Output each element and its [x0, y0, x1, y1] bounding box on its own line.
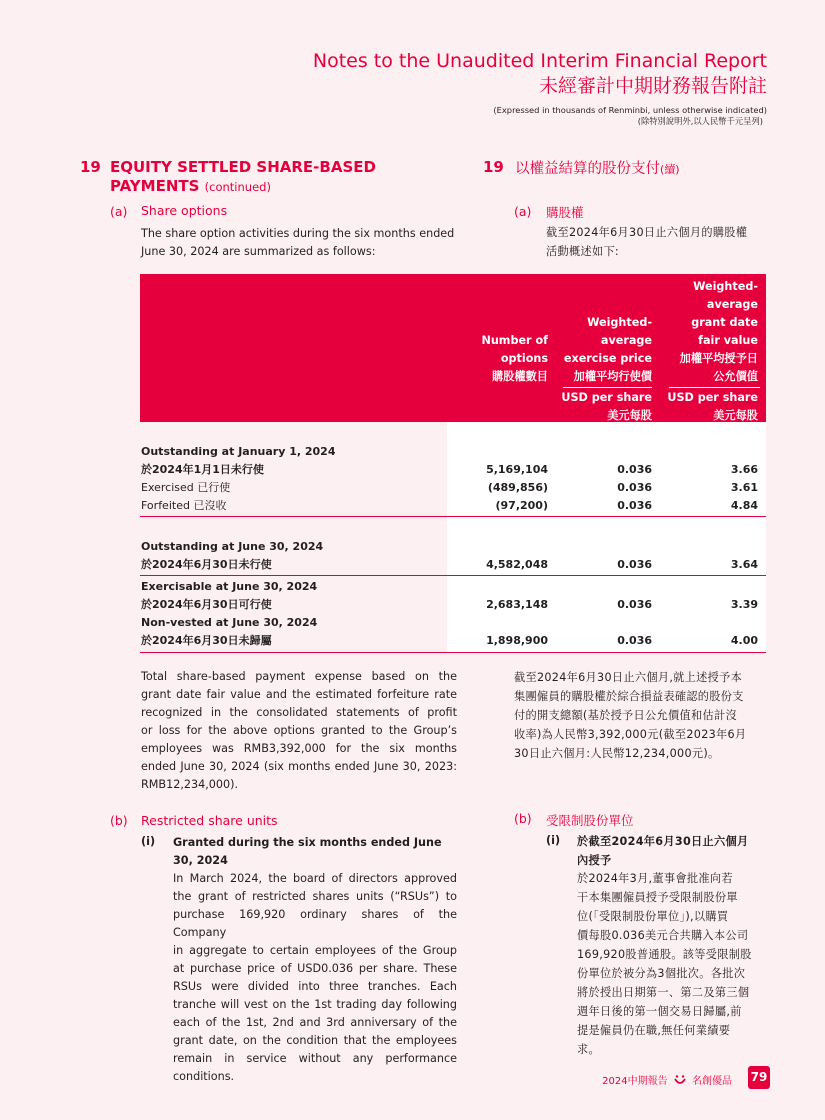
col-header-options	[481, 332, 548, 386]
para-line: RMB12,234,000).	[141, 778, 239, 791]
para-line: grant date fair value and the estimated forfeiture rate	[141, 688, 457, 701]
section-number-en: 19	[80, 158, 101, 176]
col-header-line: 購股權數目	[492, 370, 548, 383]
footer-report-name: 2024中期報告	[602, 1076, 668, 1087]
para-line: remain in service without any performance	[173, 1052, 457, 1065]
intro-zh-line: 活動概述如下:	[546, 245, 619, 258]
currency-note-en: (Expressed in thousands of Renminbi, unless otherwise indicated)	[493, 105, 767, 115]
expense-paragraph-zh	[514, 668, 769, 763]
table-row-label: 於2024年6月30日未歸屬	[141, 634, 272, 647]
para-line: employees was RMB3,392,000 for the six months	[141, 742, 457, 755]
unit-line: 美元每股	[713, 409, 758, 422]
col3-unit-separator	[669, 387, 760, 388]
subsection-a-title-en: Share options	[141, 203, 228, 218]
row-label-en: Exercised	[141, 481, 194, 494]
section-number-zh: 19	[483, 158, 504, 176]
para-line: at purchase price of USD0.036 per share. These	[173, 962, 457, 975]
table-cell: 0.036	[617, 634, 652, 647]
page-number: 79	[748, 1066, 770, 1089]
row-label-zh: 已行使	[197, 481, 231, 494]
item-i-label-en: (i)	[141, 835, 156, 848]
table-row-label: 於2024年6月30日未行使	[141, 558, 272, 571]
item-i-title-zh	[577, 832, 748, 870]
col-header-line: fair value	[698, 334, 758, 347]
para-line: 週年日後的第一個交易日歸屬,前	[577, 1005, 742, 1018]
unit-line: 美元每股	[607, 409, 652, 422]
row-label-zh: 已沒收	[193, 499, 227, 512]
table-row-label: Outstanding at January 1, 2024	[141, 445, 336, 458]
table-cell: 3.61	[730, 481, 758, 494]
currency-note-zh: (除特別說明外,以人民幣千元呈列)	[637, 116, 763, 126]
table-cell: 2,683,148	[486, 598, 548, 611]
section-title-en-line1: EQUITY SETTLED SHARE-BASED	[110, 158, 376, 176]
subsection-a-intro-en	[141, 225, 459, 261]
col3-unit	[667, 389, 758, 425]
col-header-fair-value	[680, 278, 758, 386]
table-cell: 4.00	[730, 634, 758, 647]
para-line: in aggregate to certain employees of the Group	[173, 944, 457, 957]
col-header-line: 加權平均授予日	[679, 352, 758, 365]
section-title-zh	[515, 157, 680, 178]
item-i-body-en	[173, 870, 457, 1086]
col2-unit	[561, 389, 652, 425]
para-line: recognized in the consolidated statements of profit	[141, 706, 457, 719]
item-i-label-zh: (i)	[546, 834, 561, 847]
col-header-line: options	[500, 352, 548, 365]
subsection-b-title-en: Restricted share units	[141, 813, 278, 828]
para-line: 份單位於被分為3個批次。各批次	[577, 967, 746, 980]
table-cell: 0.036	[617, 598, 652, 611]
table-row-label: Non-vested at June 30, 2024	[141, 616, 318, 629]
section-title-en-line2: PAYMENTS	[110, 177, 200, 195]
col-header-line: average	[600, 334, 652, 347]
para-line: or loss for the above options granted to the Group’s	[141, 724, 457, 737]
subsection-b-label-en: (b)	[110, 813, 128, 828]
subsection-b-label-zh: (b)	[514, 811, 532, 826]
subsection-a-label-en: (a)	[110, 204, 128, 219]
subsection-a-intro-zh	[546, 223, 747, 261]
para-line: 提是僱員仍在職,無任何業績要	[577, 1024, 731, 1037]
para-line: grant date, on the condition that the employees	[173, 1034, 457, 1047]
table-row-label	[141, 479, 230, 497]
table-cell: (489,856)	[487, 481, 548, 494]
para-line: 求。	[577, 1043, 600, 1056]
section-continued-zh: (續)	[660, 163, 680, 176]
item-title-line: 30, 2024	[173, 854, 228, 867]
para-line: tranche will vest on the 1st trading day following	[173, 998, 457, 1011]
para-line: the grant of restricted shares units (“RSUs”) to	[173, 890, 457, 903]
table-cell: 1,898,900	[486, 634, 548, 647]
item-i-title-en	[173, 834, 463, 870]
report-title-en: Notes to the Unaudited Interim Financial Report	[312, 50, 767, 72]
para-line: ended June 30, 2024 (six months ended June 30, 2023:	[141, 760, 457, 773]
row-label-en: Forfeited	[141, 499, 190, 512]
report-title-zh: 未經審計中期財務報告附註	[538, 75, 767, 97]
table-cell: 0.036	[617, 558, 652, 571]
para-line: each of the 1st, 2nd and 3rd anniversary of the	[173, 1016, 457, 1029]
para-line: 收率)為人民幣3,392,000元(截至2023年6月	[514, 728, 747, 741]
table-row-label: 於2024年1月1日未行使	[141, 463, 264, 476]
table-rule	[140, 652, 766, 653]
col-header-line: Number of	[481, 334, 548, 347]
para-line: 於2024年3月,董事會批准向若	[577, 872, 733, 885]
col-header-line: Weighted-	[587, 316, 652, 329]
para-line: 截至2024年6月30日止六個月,就上述授予本	[514, 671, 743, 684]
col-header-exercise-price	[564, 314, 652, 386]
section-continued-en: (continued)	[204, 180, 271, 194]
table-row-label: 於2024年6月30日可行使	[141, 598, 272, 611]
col-header-line: exercise price	[563, 352, 652, 365]
item-title-line: Granted during the six months ended June	[173, 836, 442, 849]
para-line: 位(「受限制股份單位」),以購買	[577, 910, 729, 923]
intro-zh-line: 截至2024年6月30日止六個月的購股權	[546, 226, 748, 239]
para-line: 169,920股普通股。該等受限制股	[577, 948, 752, 961]
table-cell: 0.036	[617, 481, 652, 494]
col-header-line: 公允價值	[713, 370, 758, 383]
section-title-zh-text: 以權益結算的股份支付	[515, 161, 660, 177]
col-header-line: Weighted-	[693, 280, 758, 293]
para-line: 價每股0.036美元合共購入本公司	[577, 929, 749, 942]
footer	[602, 1072, 732, 1089]
table-row-label: Exercisable at June 30, 2024	[141, 580, 318, 593]
para-line: 將於授出日期第一、第二及第三個	[577, 986, 750, 999]
table-rule	[140, 516, 766, 517]
expense-paragraph-en	[141, 668, 457, 794]
para-line: conditions.	[173, 1070, 235, 1083]
section-title-en	[110, 158, 376, 197]
table-cell: 3.39	[730, 598, 758, 611]
table-cell: 3.64	[730, 558, 758, 571]
para-line: purchase 169,920 ordinary shares of the Company	[173, 908, 457, 939]
unit-line: USD per share	[667, 391, 758, 404]
footer-brand: 名創優品	[692, 1076, 732, 1087]
table-cell: 3.66	[730, 463, 758, 476]
intro-en-line: June 30, 2024 are summarized as follows:	[141, 245, 376, 258]
subsection-a-title-zh: 購股權	[546, 205, 584, 220]
col2-unit-separator	[563, 387, 652, 388]
para-line: 集團僱員的購股權於綜合損益表確認的股份支	[514, 690, 744, 703]
table-cell: 0.036	[617, 499, 652, 512]
table-cell: (97,200)	[495, 499, 548, 512]
para-line: Total share-based payment expense based on the	[141, 670, 457, 683]
table-cell: 5,169,104	[486, 463, 548, 476]
table-rule	[140, 575, 766, 576]
item-title-line: 內授予	[577, 854, 612, 867]
col-header-line: average	[706, 298, 758, 311]
unit-line: USD per share	[561, 391, 652, 404]
para-line: 干本集團僱員授予受限制股份單	[577, 891, 738, 904]
para-line: 付的開支總額(基於授予日公允價值和估計沒	[514, 709, 737, 722]
subsection-b-title-zh: 受限制股份單位	[546, 813, 634, 828]
item-i-body-zh	[577, 869, 773, 1059]
table-cell: 0.036	[617, 463, 652, 476]
table-cell: 4,582,048	[486, 558, 548, 571]
table-row-label	[141, 497, 226, 515]
col-header-line: grant date	[691, 316, 758, 329]
item-title-line: 於截至2024年6月30日止六個月	[577, 835, 749, 848]
para-line: In March 2024, the board of directors approved	[173, 872, 457, 885]
subsection-a-label-zh: (a)	[514, 204, 532, 219]
table-row-label: Outstanding at June 30, 2024	[141, 540, 324, 553]
col-header-line: 加權平均行使價	[573, 370, 652, 383]
para-line: 30日止六個月:人民幣12,234,000元)。	[514, 747, 720, 760]
brand-logo-icon	[674, 1075, 686, 1089]
table-cell: 4.84	[730, 499, 758, 512]
para-line: RSUs were divided into three tranches. Each	[173, 980, 457, 993]
intro-en-line: The share option activities during the six months ended	[141, 227, 455, 240]
table-values-background	[447, 422, 766, 652]
